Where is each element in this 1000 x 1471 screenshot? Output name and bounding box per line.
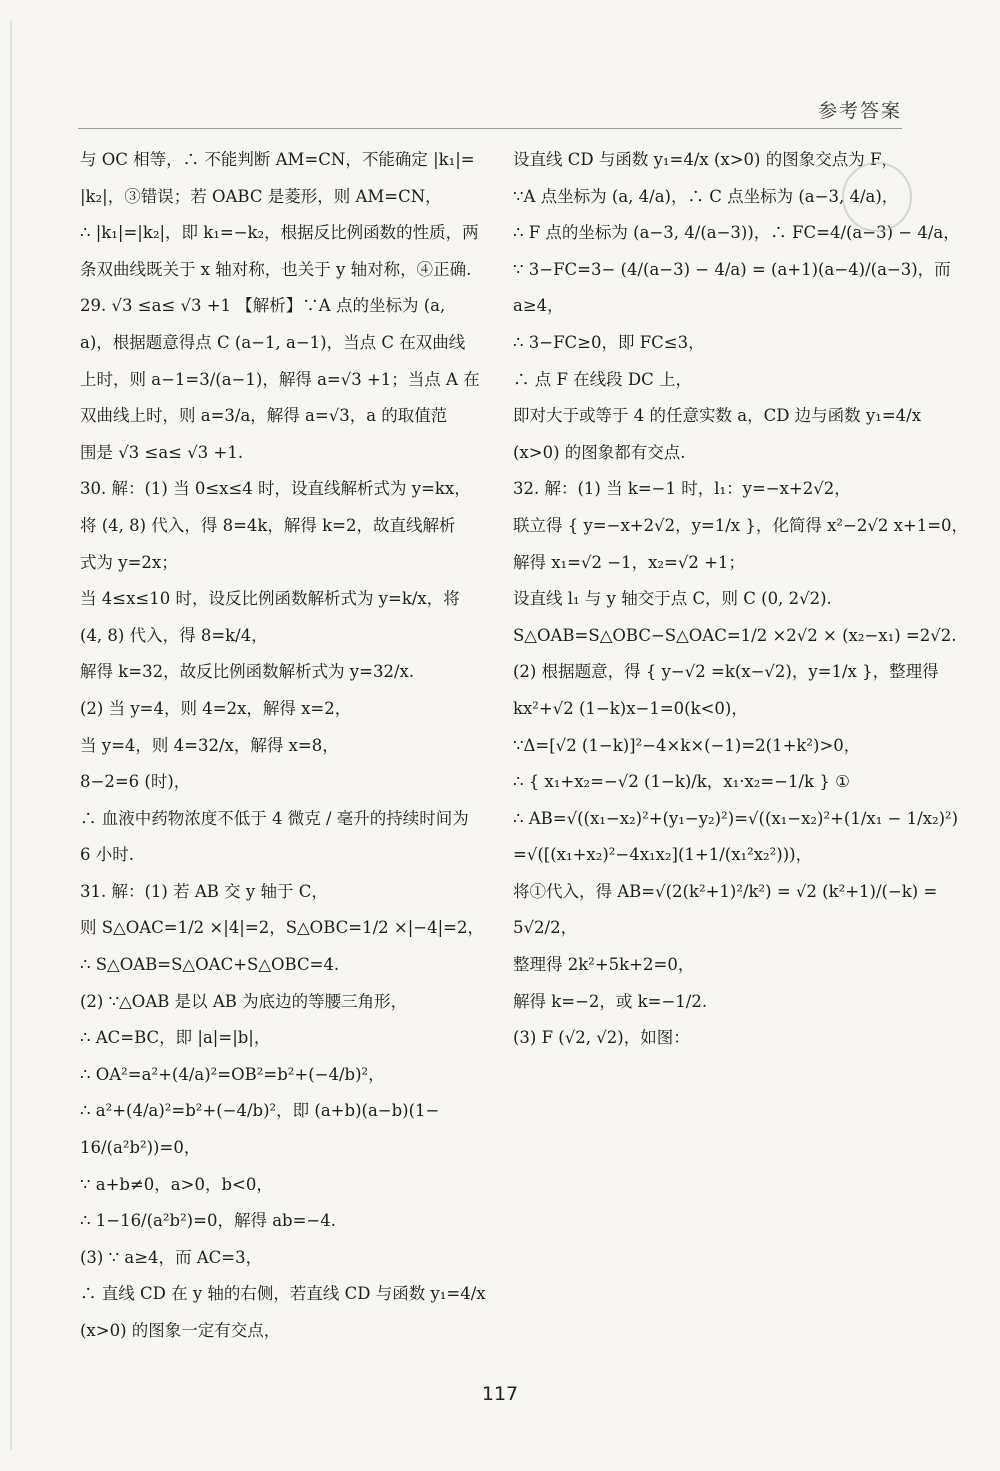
text-line: 解得 x₁=√2 −1，x₂=√2 +1； (513, 552, 745, 572)
text-line: 即对大于或等于 4 的任意实数 a，CD 边与函数 y₁=4/x (513, 406, 922, 426)
text-line: ∴ S△OAB=S△OAC+S△OBC=4. (80, 955, 340, 975)
text-line: (x>0) 的图象一定有交点， (80, 1321, 281, 1340)
right-text-column (513, 142, 969, 1057)
text-line: (3) ∵ a≥4，而 AC=3， (80, 1247, 263, 1267)
header-rule (78, 128, 902, 129)
page-edge-shadow (10, 20, 12, 1450)
text-line: ∵Δ=[√2 (1−k)]²−4×k×(−1)=2(1+k²)>0， (513, 735, 861, 755)
text-line: 31. 解：(1) 若 AB 交 y 轴于 C， (80, 881, 328, 901)
text-line: 当 y=4，则 4=32/x，解得 x=8， (80, 735, 339, 755)
text-line: 8−2=6 (时)， (80, 772, 191, 792)
text-line: (2) ∵△OAB 是以 AB 为底边的等腰三角形， (80, 991, 408, 1011)
text-line: ∴ AB=√((x₁−x₂)²+(y₁−y₂)²)=√((x₁−x₂)²+(1/x₁ − 1/x₂)²) (513, 808, 959, 828)
text-line: 16/(a²b²))=0， (80, 1138, 201, 1158)
text-line: 解得 k=−2，或 k=−1/2. (513, 991, 708, 1011)
text-line: 6 小时. (80, 845, 134, 865)
text-line: 双曲线上时，则 a=3/a，解得 a=√3，a 的取值范 (80, 406, 448, 426)
text-line: ∴ |k₁|=|k₂|，即 k₁=−k₂，根据反比例函数的性质，两 (80, 223, 479, 243)
text-line: 解得 k=32，故反比例函数解析式为 y=32/x. (80, 662, 415, 682)
text-line: ∵ a+b≠0，a>0，b<0， (80, 1174, 273, 1194)
text-line: 联立得 { y=−x+2√2，y=1/x }，化简得 x²−2√2 x+1=0， (513, 515, 969, 535)
text-line: ∴ { x₁+x₂=−√2 (1−k)/k，x₁·x₂=−1/k } ① (513, 772, 850, 792)
text-line: 32. 解：(1) 当 k=−1 时，l₁：y=−x+2√2， (513, 479, 851, 499)
text-line: ∴ a²+(4/a)²=b²+(−4/b)²，即 (a+b)(a−b)(1− (80, 1101, 440, 1121)
page-header-title: 参考答案 (817, 100, 902, 122)
text-line: 将 (4, 8) 代入，得 8=4k，解得 k=2，故直线解析 (80, 515, 456, 535)
text-line: S△OAB=S△OBC−S△OAC=1/2 ×2√2 × (x₂−x₁) =2√2. (513, 625, 957, 645)
text-line: 式为 y=2x； (80, 552, 178, 572)
text-line: 上时，则 a−1=3/(a−1)，解得 a=√3 +1；当点 A 在 (80, 369, 480, 389)
text-line: 围是 √3 ≤a≤ √3 +1. (80, 442, 244, 462)
text-line: (4, 8) 代入，得 8=k/4， (80, 625, 268, 645)
text-line: a)，根据题意得点 C (a−1, a−1)，当点 C 在双曲线 (80, 332, 466, 352)
text-line: 整理得 2k²+5k+2=0， (513, 955, 695, 975)
text-line: ∴ F 点的坐标为 (a−3, 4/(a−3))，∴ FC=4/(a−3) − 4/a， (513, 223, 960, 243)
text-line: (2) 根据题意，得 { y−√2 =k(x−√2)，y=1/x }，整理得 (513, 662, 939, 682)
text-line: ∵ 3−FC=3− (4/(a−3) − 4/a) = (a+1)(a−4)/(a−3)，而 (513, 259, 951, 279)
text-line: 则 S△OAC=1/2 ×|4|=2，S△OBC=1/2 ×|−4|=2， (80, 918, 484, 938)
text-line: ∴ 1−16/(a²b²)=0，解得 ab=−4. (80, 1211, 336, 1231)
text-line: 条双曲线既关于 x 轴对称，也关于 y 轴对称，④正确. (80, 259, 472, 279)
text-line: 将①代入，得 AB=√(2(k²+1)²/k²) = √2 (k²+1)/(−k) = (513, 881, 938, 901)
page-number: 117 (481, 1383, 519, 1405)
text-line: ∴ OA²=a²+(4/a)²=OB²=b²+(−4/b)²， (80, 1064, 385, 1084)
text-line: =√([(x₁+x₂)²−4x₁x₂](1+1/(x₁²x₂²)))， (513, 845, 813, 865)
text-line: ∴ AC=BC，即 |a|=|b|， (80, 1028, 271, 1048)
text-line: (x>0) 的图象都有交点. (513, 442, 686, 462)
stamp-seal (842, 162, 912, 232)
text-line: kx²+√2 (1−k)x−1=0(k<0)， (513, 698, 748, 718)
text-line: 设直线 l₁ 与 y 轴交于点 C，则 C (0, 2√2). (513, 589, 832, 609)
text-line: (2) 当 y=4，则 4=2x，解得 x=2， (80, 698, 352, 718)
text-line: |k₂|，③错误；若 OABC 是菱形，则 AM=CN， (80, 186, 442, 206)
text-line: a≥4， (513, 296, 564, 316)
text-line: 与 OC 相等，∴ 不能判断 AM=CN，不能确定 |k₁|= (80, 150, 475, 169)
text-line: ∵A 点坐标为 (a, 4/a)，∴ C 点坐标为 (a−3, 4/a)， (513, 186, 899, 206)
text-line: ∴ 3−FC≥0，即 FC≤3， (513, 332, 705, 352)
text-line: 当 4≤x≤10 时，设反比例函数解析式为 y=k/x，将 (80, 589, 460, 609)
text-line: 30. 解：(1) 当 0≤x≤4 时，设直线解析式为 y=kx， (80, 479, 471, 499)
text-line: 设直线 CD 与函数 y₁=4/x (x>0) 的图象交点为 F， (513, 150, 898, 169)
text-line: (3) F (√2, √2)，如图： (513, 1028, 690, 1048)
text-line: ∴ 血液中药物浓度不低于 4 微克 / 毫升的持续时间为 (80, 808, 469, 828)
text-line: ∴ 点 F 在线段 DC 上， (513, 369, 693, 389)
text-line: ∴ 直线 CD 在 y 轴的右侧，若直线 CD 与函数 y₁=4/x (80, 1284, 486, 1304)
text-line: 29. √3 ≤a≤ √3 +1 【解析】∵A 点的坐标为 (a, (80, 296, 446, 316)
left-text-column (80, 142, 492, 1350)
text-line: 5√2/2， (513, 918, 578, 938)
